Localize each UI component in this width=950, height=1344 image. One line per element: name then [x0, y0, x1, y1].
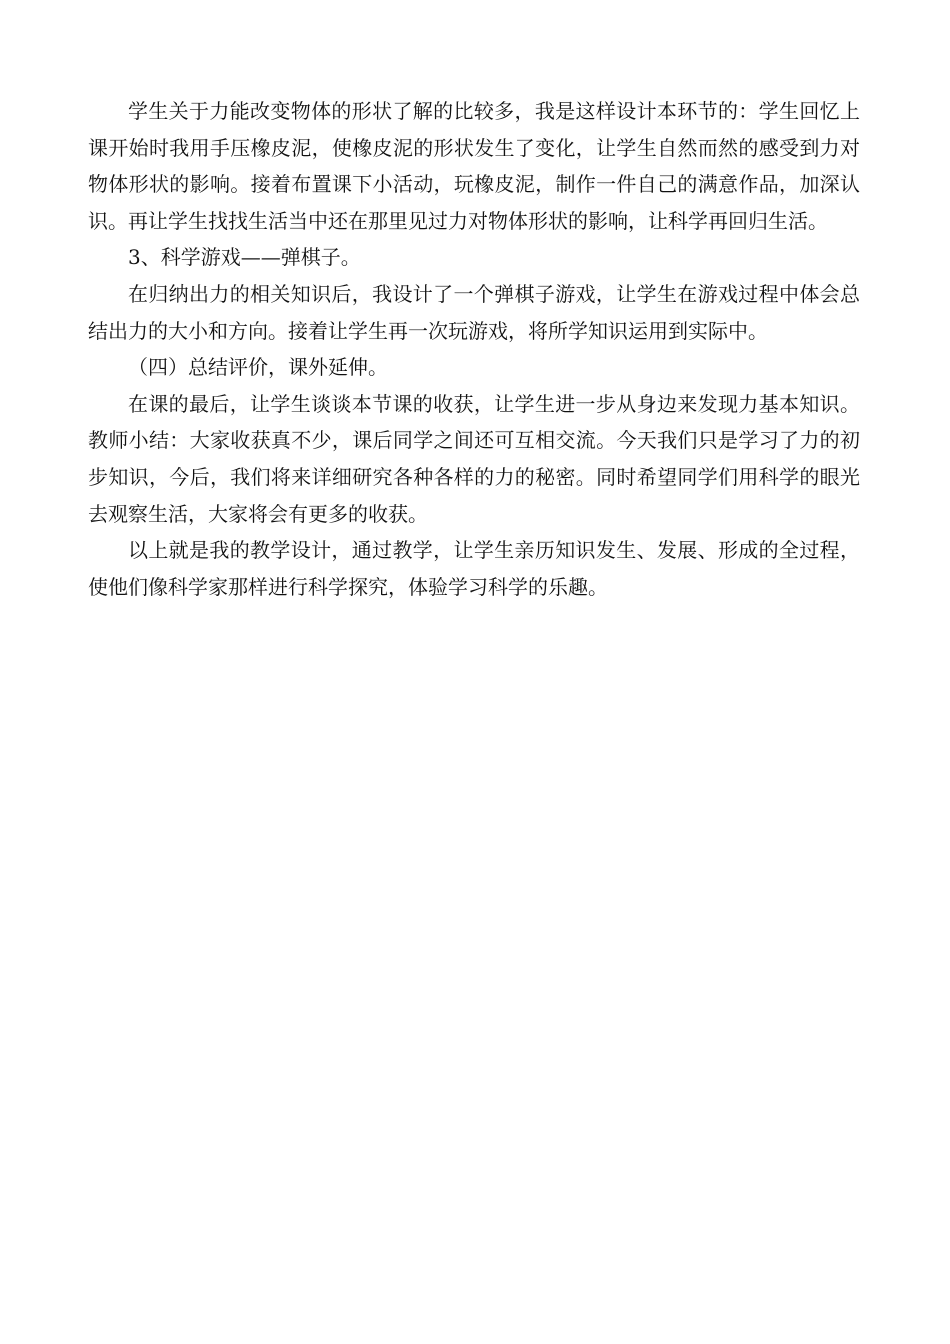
paragraph-chess-game: 在归纳出力的相关知识后，我设计了一个弹棋子游戏，让学生在游戏过程中体会总结出力的大小和方向。接着让学生再一次玩游戏，将所学知识运用到实际中。: [88, 281, 860, 343]
paragraph-summary: 在课的最后，让学生谈谈本节课的收获，让学生进一步从身边来发现力基本知识。教师小结：大家收获真不少，课后同学之间还可互相交流。今天我们只是学习了力的初步知识，今后，我们将来详细研究各种各样的力的秘密。同时希望同学们用科学的眼光去观察生活，大家将会有更多的收获。: [88, 391, 860, 526]
paragraph-shape-change: 学生关于力能改变物体的形状了解的比较多，我是这样设计本环节的：学生回忆上课开始时我用手压橡皮泥，使橡皮泥的形状发生了变化，让学生自然而然的感受到力对物体形状的影响。接着布置课下小活动，玩橡皮泥，制作一件自己的满意作品，加深认识。再让学生找找生活当中还在那里见过力对物体形状的影响，让科学再回归生活。: [88, 99, 860, 233]
heading-summary-extension: （四）总结评价，课外延伸。: [128, 355, 388, 380]
paragraph-conclusion: 以上就是我的教学设计，通过教学，让学生亲历知识发生、发展、形成的全过程，使他们像科学家那样进行科学探究，体验学习科学的乐趣。: [88, 538, 860, 599]
heading-science-game: 3、科学游戏——弹棋子。: [128, 245, 361, 270]
document-body: [88, 93, 860, 605]
